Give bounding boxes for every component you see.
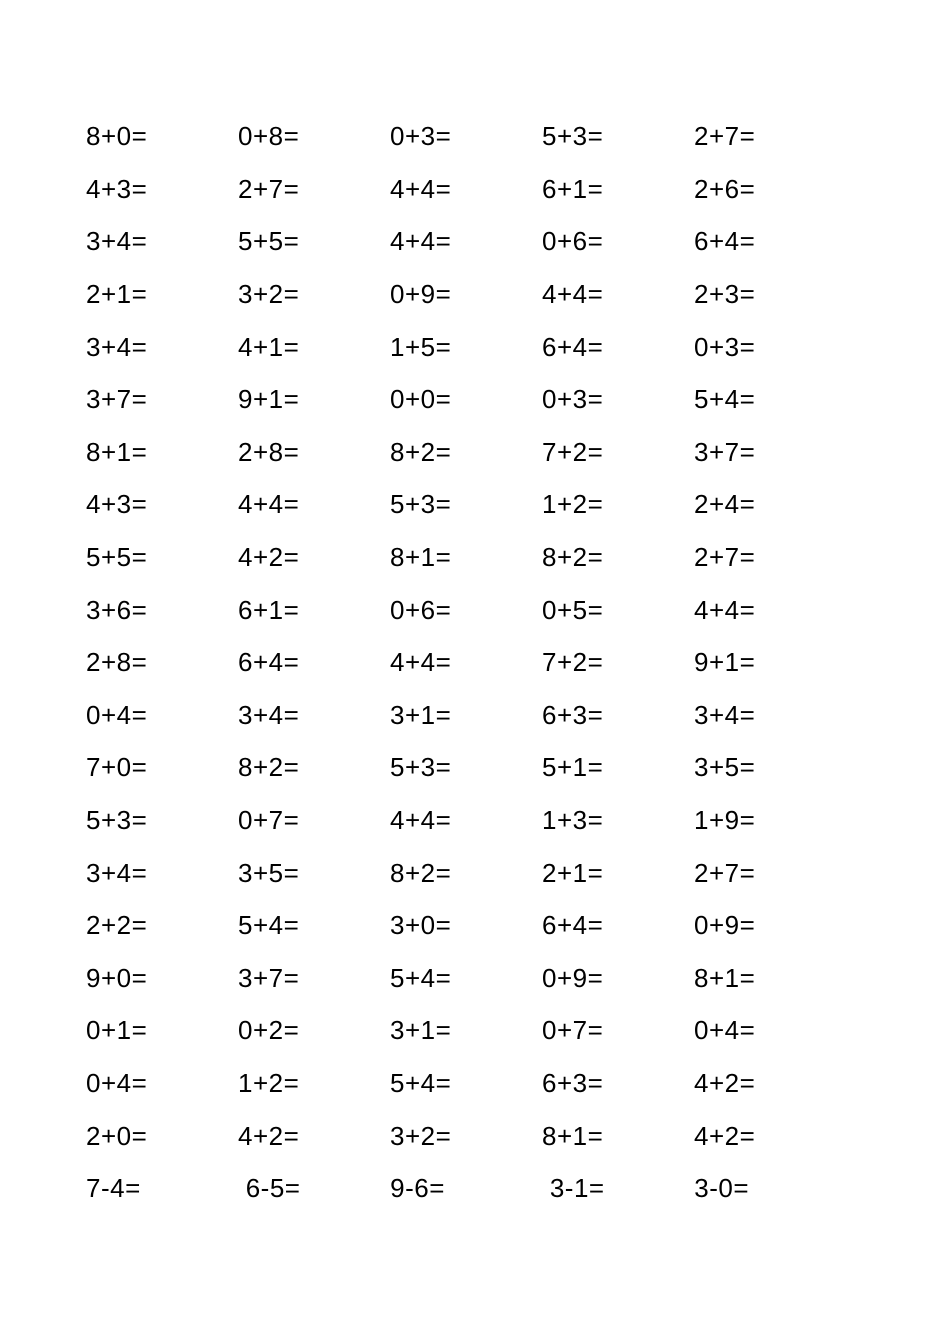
problem-row — [86, 794, 846, 847]
math-problem: 4+3= — [86, 489, 148, 520]
problem-row — [86, 741, 846, 794]
math-problem: 5+5= — [238, 226, 300, 257]
math-problem: 0+4= — [694, 1015, 756, 1046]
math-problem: 6+4= — [542, 910, 604, 941]
math-problem: 8+1= — [542, 1120, 604, 1151]
math-problem: 3+2= — [238, 279, 300, 310]
math-problem: 3+7= — [694, 436, 756, 467]
math-problem: 6+3= — [542, 1067, 604, 1098]
math-problem: 1+3= — [542, 805, 604, 836]
math-problem: 3-0= — [694, 1173, 750, 1204]
math-problem: 6+4= — [694, 226, 756, 257]
math-problem: 0+6= — [542, 226, 604, 257]
math-problem: 0+8= — [238, 121, 300, 152]
problem-row — [86, 583, 846, 636]
math-problem: 4+3= — [86, 173, 148, 204]
math-problem: 4+4= — [542, 279, 604, 310]
math-problem: 5+4= — [238, 910, 300, 941]
problem-row — [86, 952, 846, 1005]
math-problem: 2+1= — [542, 857, 604, 888]
math-problem: 0+9= — [390, 279, 452, 310]
math-problem: 3+4= — [86, 857, 148, 888]
math-problem: 8+0= — [86, 121, 148, 152]
math-problem: 7+2= — [542, 647, 604, 678]
problem-row — [86, 1004, 846, 1057]
math-problem: 8+2= — [542, 542, 604, 573]
math-problem: 3+1= — [390, 699, 452, 730]
math-problem: 5+4= — [694, 384, 756, 415]
math-problem: 0+7= — [542, 1015, 604, 1046]
math-problem: 6-5= — [245, 1173, 301, 1204]
problem-row — [86, 373, 846, 426]
math-problem: 3+6= — [86, 594, 148, 625]
math-problem: 1+5= — [390, 331, 452, 362]
math-problem: 2+8= — [238, 436, 300, 467]
math-problem: 0+6= — [390, 594, 452, 625]
math-problem: 4+1= — [238, 331, 300, 362]
problem-row — [86, 320, 846, 373]
math-problem: 4+2= — [694, 1067, 756, 1098]
math-problem: 6+4= — [238, 647, 300, 678]
math-problem: 1+2= — [542, 489, 604, 520]
math-problem: 4+2= — [238, 542, 300, 573]
math-problem: 5+3= — [542, 121, 604, 152]
math-problem: 8+1= — [86, 436, 148, 467]
math-problem: 0+3= — [542, 384, 604, 415]
math-problem: 4+4= — [694, 594, 756, 625]
math-problem: 5+3= — [390, 489, 452, 520]
problem-row — [86, 163, 846, 216]
math-problem: 3+2= — [390, 1120, 452, 1151]
math-problem: 3+4= — [86, 226, 148, 257]
math-problem: 9+0= — [86, 962, 148, 993]
problem-row — [86, 215, 846, 268]
math-problem: 0+4= — [86, 1067, 148, 1098]
math-problem: 2+6= — [694, 173, 756, 204]
math-problem: 7+0= — [86, 752, 148, 783]
math-problem: 0+4= — [86, 699, 148, 730]
problem-row — [86, 689, 846, 742]
math-problem: 3+5= — [694, 752, 756, 783]
math-problem: 9-6= — [390, 1173, 445, 1204]
math-problem: 4+2= — [238, 1120, 300, 1151]
math-problem: 3-1= — [549, 1173, 605, 1204]
math-problem: 2+7= — [694, 542, 756, 573]
math-problem: 0+1= — [86, 1015, 148, 1046]
math-problem: 3+1= — [390, 1015, 452, 1046]
math-problem: 3+7= — [86, 384, 148, 415]
math-problem: 0+3= — [694, 331, 756, 362]
math-problem: 4+4= — [390, 805, 452, 836]
problem-row — [86, 1057, 846, 1110]
math-problem: 4+4= — [390, 173, 452, 204]
problem-row — [86, 531, 846, 584]
math-problem: 5+1= — [542, 752, 604, 783]
math-problem: 5+4= — [390, 962, 452, 993]
math-problem: 9+1= — [694, 647, 756, 678]
math-problem: 0+2= — [238, 1015, 300, 1046]
problem-row — [86, 426, 846, 479]
math-problem: 2+7= — [694, 857, 756, 888]
arithmetic-worksheet — [86, 110, 846, 1214]
math-problem: 5+3= — [86, 805, 148, 836]
problem-row — [86, 110, 846, 163]
math-problem: 4+4= — [390, 647, 452, 678]
math-problem: 2+8= — [86, 647, 148, 678]
math-problem: 0+9= — [694, 910, 756, 941]
math-problem: 2+0= — [86, 1120, 148, 1151]
problem-row — [86, 636, 846, 689]
math-problem: 2+3= — [694, 279, 756, 310]
math-problem: 7+2= — [542, 436, 604, 467]
math-problem: 2+7= — [694, 121, 756, 152]
problem-row — [86, 268, 846, 321]
math-problem: 3+7= — [238, 962, 300, 993]
math-problem: 4+4= — [238, 489, 300, 520]
math-problem: 3+4= — [238, 699, 300, 730]
math-problem: 5+5= — [86, 542, 148, 573]
math-problem: 6+3= — [542, 699, 604, 730]
math-problem: 1+2= — [238, 1067, 300, 1098]
problem-row — [86, 899, 846, 952]
math-problem: 9+1= — [238, 384, 300, 415]
math-problem: 3+5= — [238, 857, 300, 888]
math-problem: 5+4= — [390, 1067, 452, 1098]
math-problem: 3+4= — [86, 331, 148, 362]
math-problem: 4+4= — [390, 226, 452, 257]
math-problem: 2+7= — [238, 173, 300, 204]
math-problem: 7-4= — [86, 1173, 141, 1204]
math-problem: 2+1= — [86, 279, 148, 310]
math-problem: 6+4= — [542, 331, 604, 362]
math-problem: 0+9= — [542, 962, 604, 993]
math-problem: 6+1= — [238, 594, 300, 625]
problem-row — [86, 1162, 846, 1215]
math-problem: 2+2= — [86, 910, 148, 941]
math-problem: 8+2= — [390, 436, 452, 467]
math-problem: 8+2= — [390, 857, 452, 888]
math-problem: 8+2= — [238, 752, 300, 783]
math-problem: 8+1= — [694, 962, 756, 993]
math-problem: 8+1= — [390, 542, 452, 573]
math-problem: 0+5= — [542, 594, 604, 625]
problem-row — [86, 846, 846, 899]
problem-row — [86, 1109, 846, 1162]
math-problem: 0+7= — [238, 805, 300, 836]
problem-row — [86, 478, 846, 531]
math-problem: 1+9= — [694, 805, 756, 836]
math-problem: 5+3= — [390, 752, 452, 783]
math-problem: 0+0= — [390, 384, 452, 415]
math-problem: 0+3= — [390, 121, 452, 152]
math-problem: 2+4= — [694, 489, 756, 520]
math-problem: 3+4= — [694, 699, 756, 730]
math-problem: 4+2= — [694, 1120, 756, 1151]
math-problem: 3+0= — [390, 910, 452, 941]
math-problem: 6+1= — [542, 173, 604, 204]
